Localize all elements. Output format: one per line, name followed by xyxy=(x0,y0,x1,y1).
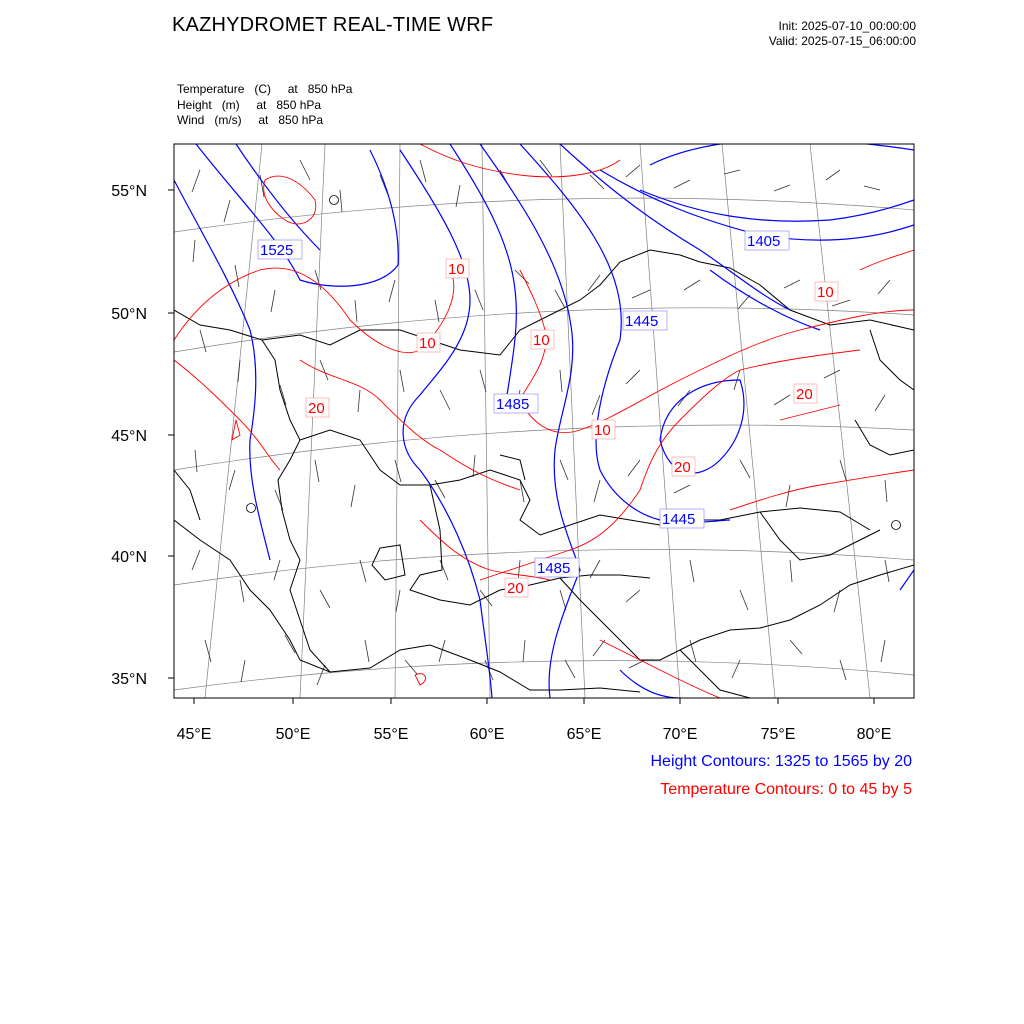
height-label-1485-north: 1485 xyxy=(496,396,530,413)
field-height: Height (m) at 850 hPa xyxy=(177,97,322,112)
lat-label-45: 45°N xyxy=(111,428,147,445)
temp-label-10-c: 10 xyxy=(419,335,436,352)
lon-label-60: 60°E xyxy=(469,726,505,743)
lon-label-45: 45°E xyxy=(176,726,212,743)
graticule xyxy=(174,144,914,698)
longitude-labels xyxy=(177,726,892,743)
height-legend: Height Contours: 1325 to 1565 by 20 xyxy=(650,753,912,770)
valid-time: Valid: 2025-07-15_06:00:00 xyxy=(768,34,916,48)
temp-label-20-c: 20 xyxy=(674,459,691,476)
field-temperature: Temperature (C) at 850 hPa xyxy=(177,82,353,96)
height-label-1525: 1525 xyxy=(260,242,294,259)
temp-label-10-e: 10 xyxy=(594,422,611,439)
lat-label-50: 50°N xyxy=(111,306,147,323)
temp-label-20-a: 20 xyxy=(796,386,813,403)
lon-label-50: 50°E xyxy=(275,726,311,743)
lon-label-55: 55°E xyxy=(373,726,409,743)
map-frame xyxy=(174,144,914,698)
lat-label-40: 40°N xyxy=(111,549,147,566)
height-contours xyxy=(174,139,914,698)
temp-label-10-d: 10 xyxy=(533,332,550,349)
lon-label-80: 80°E xyxy=(856,726,892,743)
height-label-1445-north: 1445 xyxy=(625,313,659,330)
city-markers xyxy=(247,196,901,530)
lat-label-55: 55°N xyxy=(111,183,147,200)
lon-label-75: 75°E xyxy=(760,726,796,743)
temperature-legend: Temperature Contours: 0 to 45 by 5 xyxy=(660,781,912,798)
borders xyxy=(174,250,914,698)
lon-label-65: 65°E xyxy=(566,726,602,743)
lat-label-35: 35°N xyxy=(111,671,147,688)
init-time: Init: 2025-07-10_00:00:00 xyxy=(778,19,916,33)
temperature-contours xyxy=(174,144,914,698)
height-label-1485-south: 1485 xyxy=(537,560,571,577)
latitude-labels xyxy=(111,183,147,688)
temp-label-20-b: 20 xyxy=(308,400,325,417)
lon-label-70: 70°E xyxy=(662,726,698,743)
field-wind: Wind (m/s) at 850 hPa xyxy=(177,113,324,127)
temp-label-10-b: 10 xyxy=(817,284,834,301)
map-title: KAZHYDROMET REAL-TIME WRF xyxy=(172,14,494,36)
height-label-1445-south: 1445 xyxy=(662,511,696,528)
temp-label-10-a: 10 xyxy=(448,261,465,278)
temp-label-20-d: 20 xyxy=(507,580,524,597)
height-contour-labels xyxy=(258,231,789,577)
height-label-1405: 1405 xyxy=(747,233,781,250)
